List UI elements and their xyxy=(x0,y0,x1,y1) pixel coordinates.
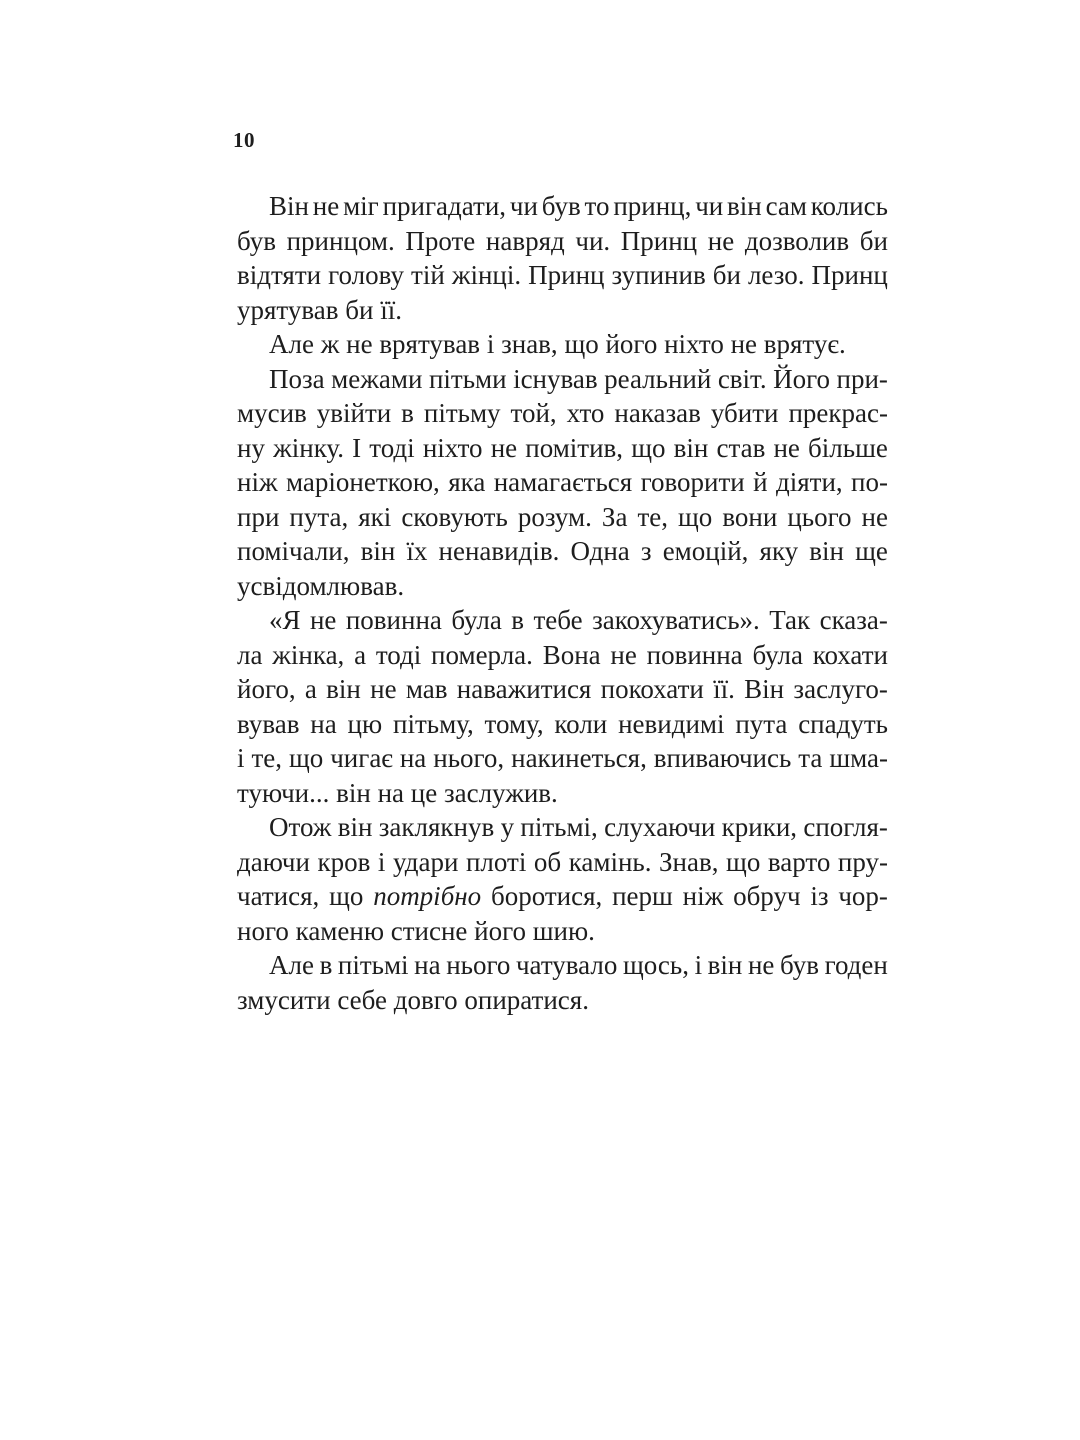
word: міг xyxy=(343,191,379,221)
text-line xyxy=(237,810,888,845)
word: закохуватись». xyxy=(592,605,760,635)
word: пута, xyxy=(289,501,349,532)
word: сказа- xyxy=(819,605,888,635)
text-line xyxy=(237,672,888,707)
word: обруч xyxy=(733,881,801,911)
word: став xyxy=(716,432,766,463)
text-line xyxy=(237,948,888,983)
text-line xyxy=(237,569,888,604)
word: чи xyxy=(695,191,724,221)
text-line xyxy=(237,638,888,673)
word: Знав, xyxy=(659,846,719,877)
word: його xyxy=(605,329,658,359)
word: при- xyxy=(836,363,888,394)
text-line xyxy=(237,914,888,949)
text-line xyxy=(237,362,888,397)
word: навряд xyxy=(485,225,565,256)
word: цю xyxy=(347,708,383,739)
word: не xyxy=(747,950,775,980)
word: не xyxy=(309,605,337,635)
word: а xyxy=(354,639,367,670)
word: не xyxy=(861,501,888,532)
word: невидимі xyxy=(618,708,725,739)
word: За xyxy=(601,501,628,532)
paragraph xyxy=(237,810,888,948)
word: слухаючи xyxy=(604,812,716,842)
word: Вона xyxy=(542,639,601,670)
word: ніхто xyxy=(664,329,724,359)
word: себе xyxy=(337,984,387,1015)
word: Його xyxy=(773,363,831,394)
word: пригадати, xyxy=(382,191,507,221)
paragraph xyxy=(237,362,888,604)
text-line xyxy=(237,707,888,742)
word: його xyxy=(474,915,527,946)
word: то xyxy=(584,191,610,221)
text-line xyxy=(237,776,888,811)
word: жінці. xyxy=(451,260,522,290)
word: говорити xyxy=(640,467,745,497)
word: спадуть xyxy=(798,708,888,739)
word: пітьмі, xyxy=(520,812,598,842)
word: перш xyxy=(612,881,673,911)
word: нього xyxy=(446,950,511,980)
word: прекрас- xyxy=(788,398,888,428)
word: заслуго- xyxy=(793,674,888,704)
word: що xyxy=(288,743,324,773)
word: пру- xyxy=(837,846,888,877)
word: її. xyxy=(380,294,402,325)
word: ніхто xyxy=(422,432,483,463)
word: впиваючись xyxy=(653,743,792,773)
word: він xyxy=(727,191,762,221)
word: би xyxy=(712,260,741,290)
word: він xyxy=(360,536,396,566)
word: на xyxy=(310,708,337,739)
word: в xyxy=(401,398,414,428)
word: об xyxy=(533,846,562,877)
word: яка xyxy=(448,467,486,497)
word: тому, xyxy=(484,708,544,739)
word: він xyxy=(809,536,844,566)
word: дозволив xyxy=(744,225,850,256)
word: ніж xyxy=(682,881,724,911)
word: крики, xyxy=(721,812,798,842)
word: що xyxy=(726,846,761,877)
word: наважитися xyxy=(456,674,592,704)
word: каменю xyxy=(295,915,384,946)
word: мусив xyxy=(237,398,307,428)
word: Він xyxy=(269,191,309,221)
word: жінку. xyxy=(273,432,344,463)
word: покохати xyxy=(600,674,704,704)
word: була xyxy=(451,605,502,635)
word: «Я xyxy=(269,605,301,635)
word: у xyxy=(500,812,515,842)
word: що xyxy=(631,432,666,463)
word: заклякнув xyxy=(378,812,495,842)
word: сковують xyxy=(401,501,508,532)
word: не xyxy=(312,191,340,221)
text-line xyxy=(237,327,888,362)
word: і xyxy=(237,743,245,773)
word: пута xyxy=(735,708,788,739)
word: удари xyxy=(392,846,459,877)
word: при xyxy=(237,501,280,532)
word: пітьму xyxy=(423,398,501,428)
word: убити xyxy=(710,398,779,428)
word: яку xyxy=(759,536,799,566)
word: чигає xyxy=(330,743,393,773)
word: туючи... xyxy=(237,777,330,808)
word: не xyxy=(346,329,373,359)
word: щось, xyxy=(622,950,689,980)
paragraph xyxy=(237,948,888,1017)
word: ного xyxy=(237,915,289,946)
text-line xyxy=(237,224,888,259)
text-line xyxy=(237,741,888,776)
word: чор- xyxy=(838,881,888,911)
word: принц, xyxy=(613,191,692,221)
word: помітив, xyxy=(525,432,624,463)
word: її. xyxy=(713,674,735,704)
text-line xyxy=(237,500,888,535)
word: Принц xyxy=(811,260,888,290)
word: хто xyxy=(566,398,605,428)
word: плоті xyxy=(465,846,527,877)
word: пітьми xyxy=(428,363,507,394)
word: сам xyxy=(765,191,807,221)
word: кохати xyxy=(812,639,888,670)
word: не xyxy=(730,329,758,359)
word: заслужив. xyxy=(443,777,558,808)
word: їх xyxy=(406,536,428,566)
word: був xyxy=(780,950,819,980)
text-line xyxy=(237,603,888,638)
word: врятував xyxy=(379,329,481,359)
word: не xyxy=(773,432,800,463)
word: що xyxy=(329,881,364,911)
word: світ. xyxy=(717,363,767,394)
word: той, xyxy=(510,398,557,428)
text-line xyxy=(237,431,888,466)
text-line xyxy=(237,293,888,328)
word: Отож xyxy=(269,812,332,842)
word: реальний xyxy=(604,363,712,394)
word: довго xyxy=(393,984,458,1015)
word: по- xyxy=(851,467,888,497)
word: коли xyxy=(554,708,608,739)
word: І xyxy=(352,432,362,463)
text-line xyxy=(237,465,888,500)
word: годен xyxy=(824,950,888,980)
word: усвідомлював. xyxy=(237,570,405,601)
word: мав xyxy=(405,674,448,704)
word: пітьму, xyxy=(393,708,474,739)
word: не xyxy=(370,674,397,704)
word: даючи xyxy=(237,846,310,877)
word: померла. xyxy=(431,639,533,670)
paragraph xyxy=(237,189,888,327)
word: не xyxy=(610,639,637,670)
word: із xyxy=(810,881,829,911)
word: що xyxy=(678,501,713,532)
word: він xyxy=(673,432,709,463)
word: не xyxy=(707,225,735,256)
word: він xyxy=(337,812,373,842)
word: на xyxy=(399,743,427,773)
word: зупинив xyxy=(611,260,706,290)
word: на xyxy=(377,777,405,808)
word: цього xyxy=(787,501,852,532)
word: варто xyxy=(767,846,831,877)
word: чи xyxy=(509,191,538,221)
word: маріонеткою, xyxy=(286,467,440,497)
word: Але xyxy=(269,329,314,359)
word: жінка, xyxy=(272,639,345,670)
word: лезо. xyxy=(747,260,805,290)
word: повинна xyxy=(345,605,442,635)
word: а xyxy=(304,674,317,704)
word: Одна xyxy=(570,536,630,566)
word: врятує. xyxy=(763,329,846,359)
word: Поза xyxy=(269,363,325,394)
word: пітьмі xyxy=(337,950,409,980)
word: кров xyxy=(317,846,371,877)
word: потрібно xyxy=(373,881,482,911)
word: помічали, xyxy=(237,536,350,566)
word: ненавидів. xyxy=(438,536,560,566)
word: увійти xyxy=(316,398,392,428)
word: Але xyxy=(269,950,314,980)
word: Принц xyxy=(528,260,605,290)
word: і xyxy=(694,950,703,980)
word: намагається xyxy=(493,467,633,497)
word: повинна xyxy=(646,639,743,670)
word: боротися, xyxy=(490,881,603,911)
paragraph xyxy=(237,327,888,362)
word: би xyxy=(345,294,374,325)
word: межами xyxy=(331,363,423,394)
word: Так xyxy=(769,605,811,635)
text-line xyxy=(237,983,888,1018)
text-line xyxy=(237,845,888,880)
word: те, xyxy=(637,501,668,532)
word: емоцій, xyxy=(662,536,749,566)
word: шма- xyxy=(829,743,888,773)
word: Проте xyxy=(405,225,476,256)
word: в xyxy=(511,605,525,635)
text-block xyxy=(237,189,888,1017)
text-line xyxy=(237,396,888,431)
word: вони xyxy=(722,501,778,532)
word: більше xyxy=(808,432,888,463)
word: і xyxy=(377,846,386,877)
word: принцом. xyxy=(286,225,395,256)
word: знав, xyxy=(501,329,558,359)
word: тоді xyxy=(375,639,422,670)
paragraph xyxy=(237,603,888,810)
word: на xyxy=(414,950,441,980)
text-line xyxy=(237,534,888,569)
word: ну xyxy=(237,432,265,463)
word: камінь. xyxy=(568,846,652,877)
word: він xyxy=(707,950,743,980)
word: накинеться, xyxy=(511,743,647,773)
page-number: 10 xyxy=(233,128,255,152)
word: які xyxy=(358,501,392,532)
word: розум. xyxy=(517,501,592,532)
word: тебе xyxy=(533,605,583,635)
word: він xyxy=(336,777,371,808)
word: ніж xyxy=(237,467,278,497)
word: наказав xyxy=(614,398,701,428)
text-line xyxy=(237,258,888,293)
word: Принц xyxy=(620,225,698,256)
word: голову xyxy=(328,260,404,290)
word: би xyxy=(859,225,888,256)
word: опиратися. xyxy=(464,984,589,1015)
word: це xyxy=(410,777,438,808)
word: чатувало xyxy=(515,950,618,980)
word: існував xyxy=(513,363,598,394)
word: що xyxy=(564,329,599,359)
word: чатися, xyxy=(237,881,320,911)
word: був xyxy=(541,191,581,221)
word: тоді xyxy=(369,432,415,463)
word: ла xyxy=(237,639,263,670)
word: ж xyxy=(320,329,340,359)
word: з xyxy=(640,536,652,566)
word: відтяти xyxy=(237,260,322,290)
word: те, xyxy=(251,743,283,773)
word: була xyxy=(752,639,803,670)
word: був xyxy=(237,225,276,256)
word: він xyxy=(326,674,361,704)
word: вував xyxy=(237,708,300,739)
word: спогля- xyxy=(803,812,888,842)
word: колись xyxy=(810,191,888,221)
word: ще xyxy=(855,536,888,566)
word: стисне xyxy=(390,915,468,946)
word: змусити xyxy=(237,984,331,1015)
word: нього, xyxy=(433,743,505,773)
word: не xyxy=(490,432,518,463)
word: та xyxy=(798,743,823,773)
word: діяти, xyxy=(775,467,843,497)
word: Він xyxy=(744,674,785,704)
word: тій xyxy=(411,260,445,290)
word: урятував xyxy=(237,294,339,325)
word: шию. xyxy=(532,915,595,946)
word: в xyxy=(319,950,333,980)
text-line xyxy=(237,879,888,914)
word: і xyxy=(486,329,495,359)
word: чи. xyxy=(575,225,611,256)
text-line xyxy=(237,189,888,224)
word: його, xyxy=(237,674,296,704)
word: й xyxy=(753,467,768,497)
